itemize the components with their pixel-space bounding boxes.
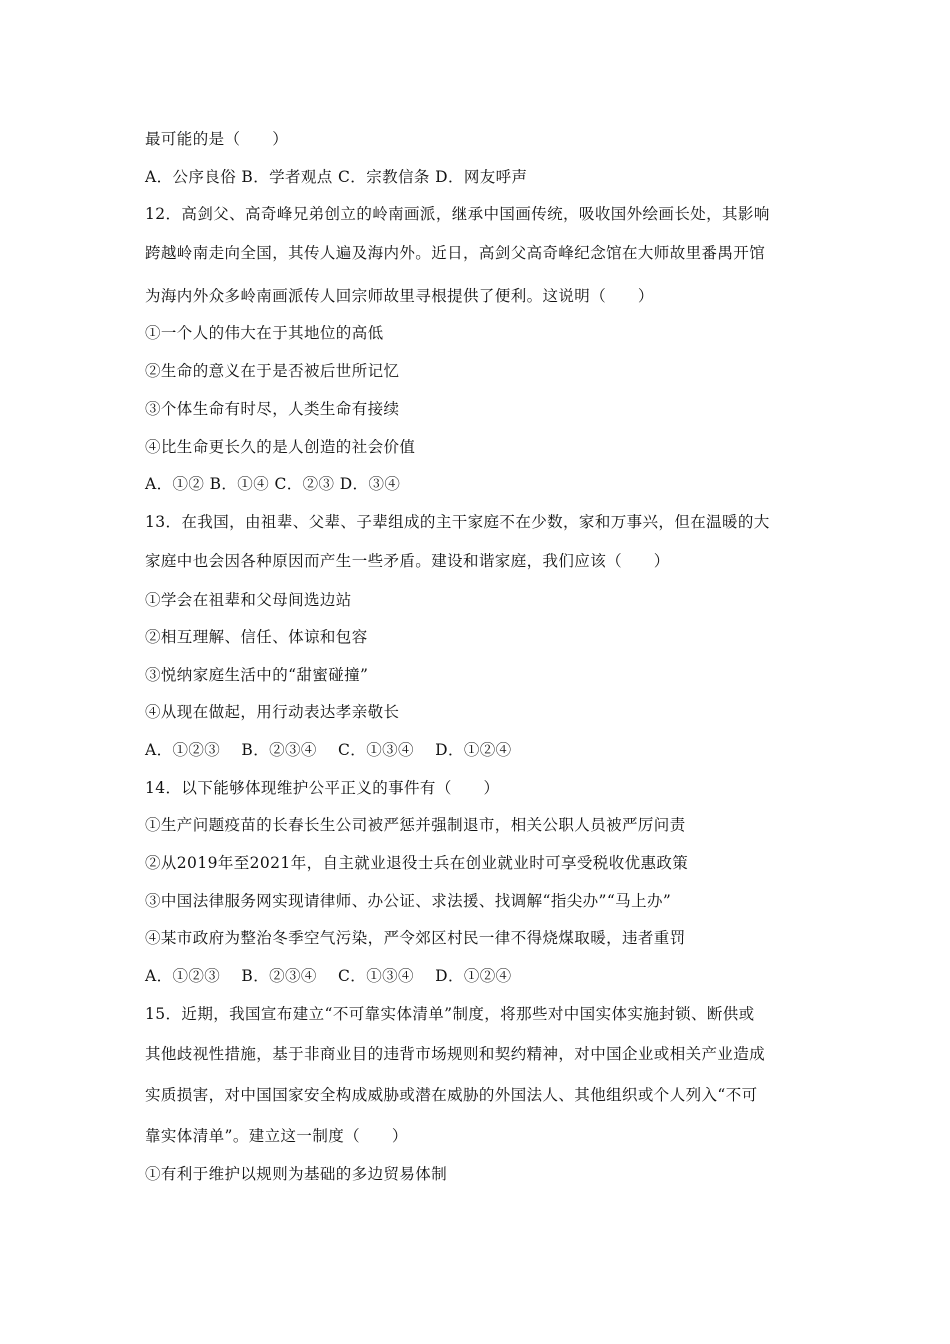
option-line: ②生命的意义在于是否被后世所记忆	[145, 362, 400, 380]
text-line: A．公序良俗 B．学者观点 C．宗教信条 D．网友呼声	[145, 168, 528, 186]
option-line: ①一个人的伟大在于其地位的高低	[145, 324, 384, 342]
question-13-line: 13．在我国，由祖辈、父辈、子辈组成的主干家庭不在少数，家和万事兴，但在温暖的大	[145, 513, 770, 531]
question-15-line: 15．近期，我国宣布建立“不可靠实体清单”制度，将那些对中国实体实施封锁、断供或	[145, 1005, 755, 1023]
text-line: 家庭中也会因各种原因而产生一些矛盾。建设和谐家庭，我们应该（ ）	[145, 552, 670, 570]
option-line: ①有利于维护以规则为基础的多边贸易体制	[145, 1165, 448, 1183]
option-line: ④比生命更长久的是人创造的社会价值	[145, 438, 416, 456]
option-line: ③个体生命有时尽，人类生命有接续	[145, 400, 400, 418]
text-line: 为海内外众多岭南画派传人回宗师故里寻根提供了便利。这说明（ ）	[145, 287, 654, 305]
option-line: ③悦纳家庭生活中的“甜蜜碰撞”	[145, 666, 369, 684]
option-line: ①学会在祖辈和父母间选边站	[145, 591, 352, 609]
option-line: ③中国法律服务网实现请律师、办公证、求法援、找调解“指尖办”“马上办”	[145, 892, 672, 910]
option-line: ④某市政府为整治冬季空气污染，严令郊区村民一律不得烧煤取暖，违者重罚	[145, 929, 686, 947]
option-line: ②从2019年至2021年，自主就业退役士兵在创业就业时可享受税收优惠政策	[145, 854, 689, 872]
text-line: 靠实体清单”。建立这一制度（ ）	[145, 1127, 408, 1145]
answer-choices: A．①②③ B．②③④ C．①③④ D．①②④	[145, 967, 512, 985]
question-12-line: 12．高剑父、高奇峰兄弟创立的岭南画派，继承中国画传统，吸收国外绘画长处，其影响	[145, 205, 770, 223]
text-line: 最可能的是（ ）	[145, 130, 289, 148]
option-line: ①生产问题疫苗的长春长生公司被严惩并强制退市，相关公职人员被严厉问责	[145, 816, 686, 834]
question-14-line: 14．以下能够体现维护公平正义的事件有（ ）	[145, 779, 500, 797]
text-line: 其他歧视性措施，基于非商业目的违背市场规则和契约精神，对中国企业或相关产业造成	[145, 1045, 766, 1063]
option-line: ④从现在做起，用行动表达孝亲敬长	[145, 703, 400, 721]
text-line: 实质损害，对中国国家安全构成威胁或潜在威胁的外国法人、其他组织或个人列入“不可	[145, 1086, 758, 1104]
option-line: ②相互理解、信任、体谅和包容	[145, 628, 368, 646]
text-line: 跨越岭南走向全国，其传人遍及海内外。近日，高剑父高奇峰纪念馆在大师故里番禺开馆	[145, 244, 766, 262]
answer-choices: A．①② B．①④ C．②③ D．③④	[145, 475, 401, 493]
answer-choices: A．①②③ B．②③④ C．①③④ D．①②④	[145, 741, 512, 759]
